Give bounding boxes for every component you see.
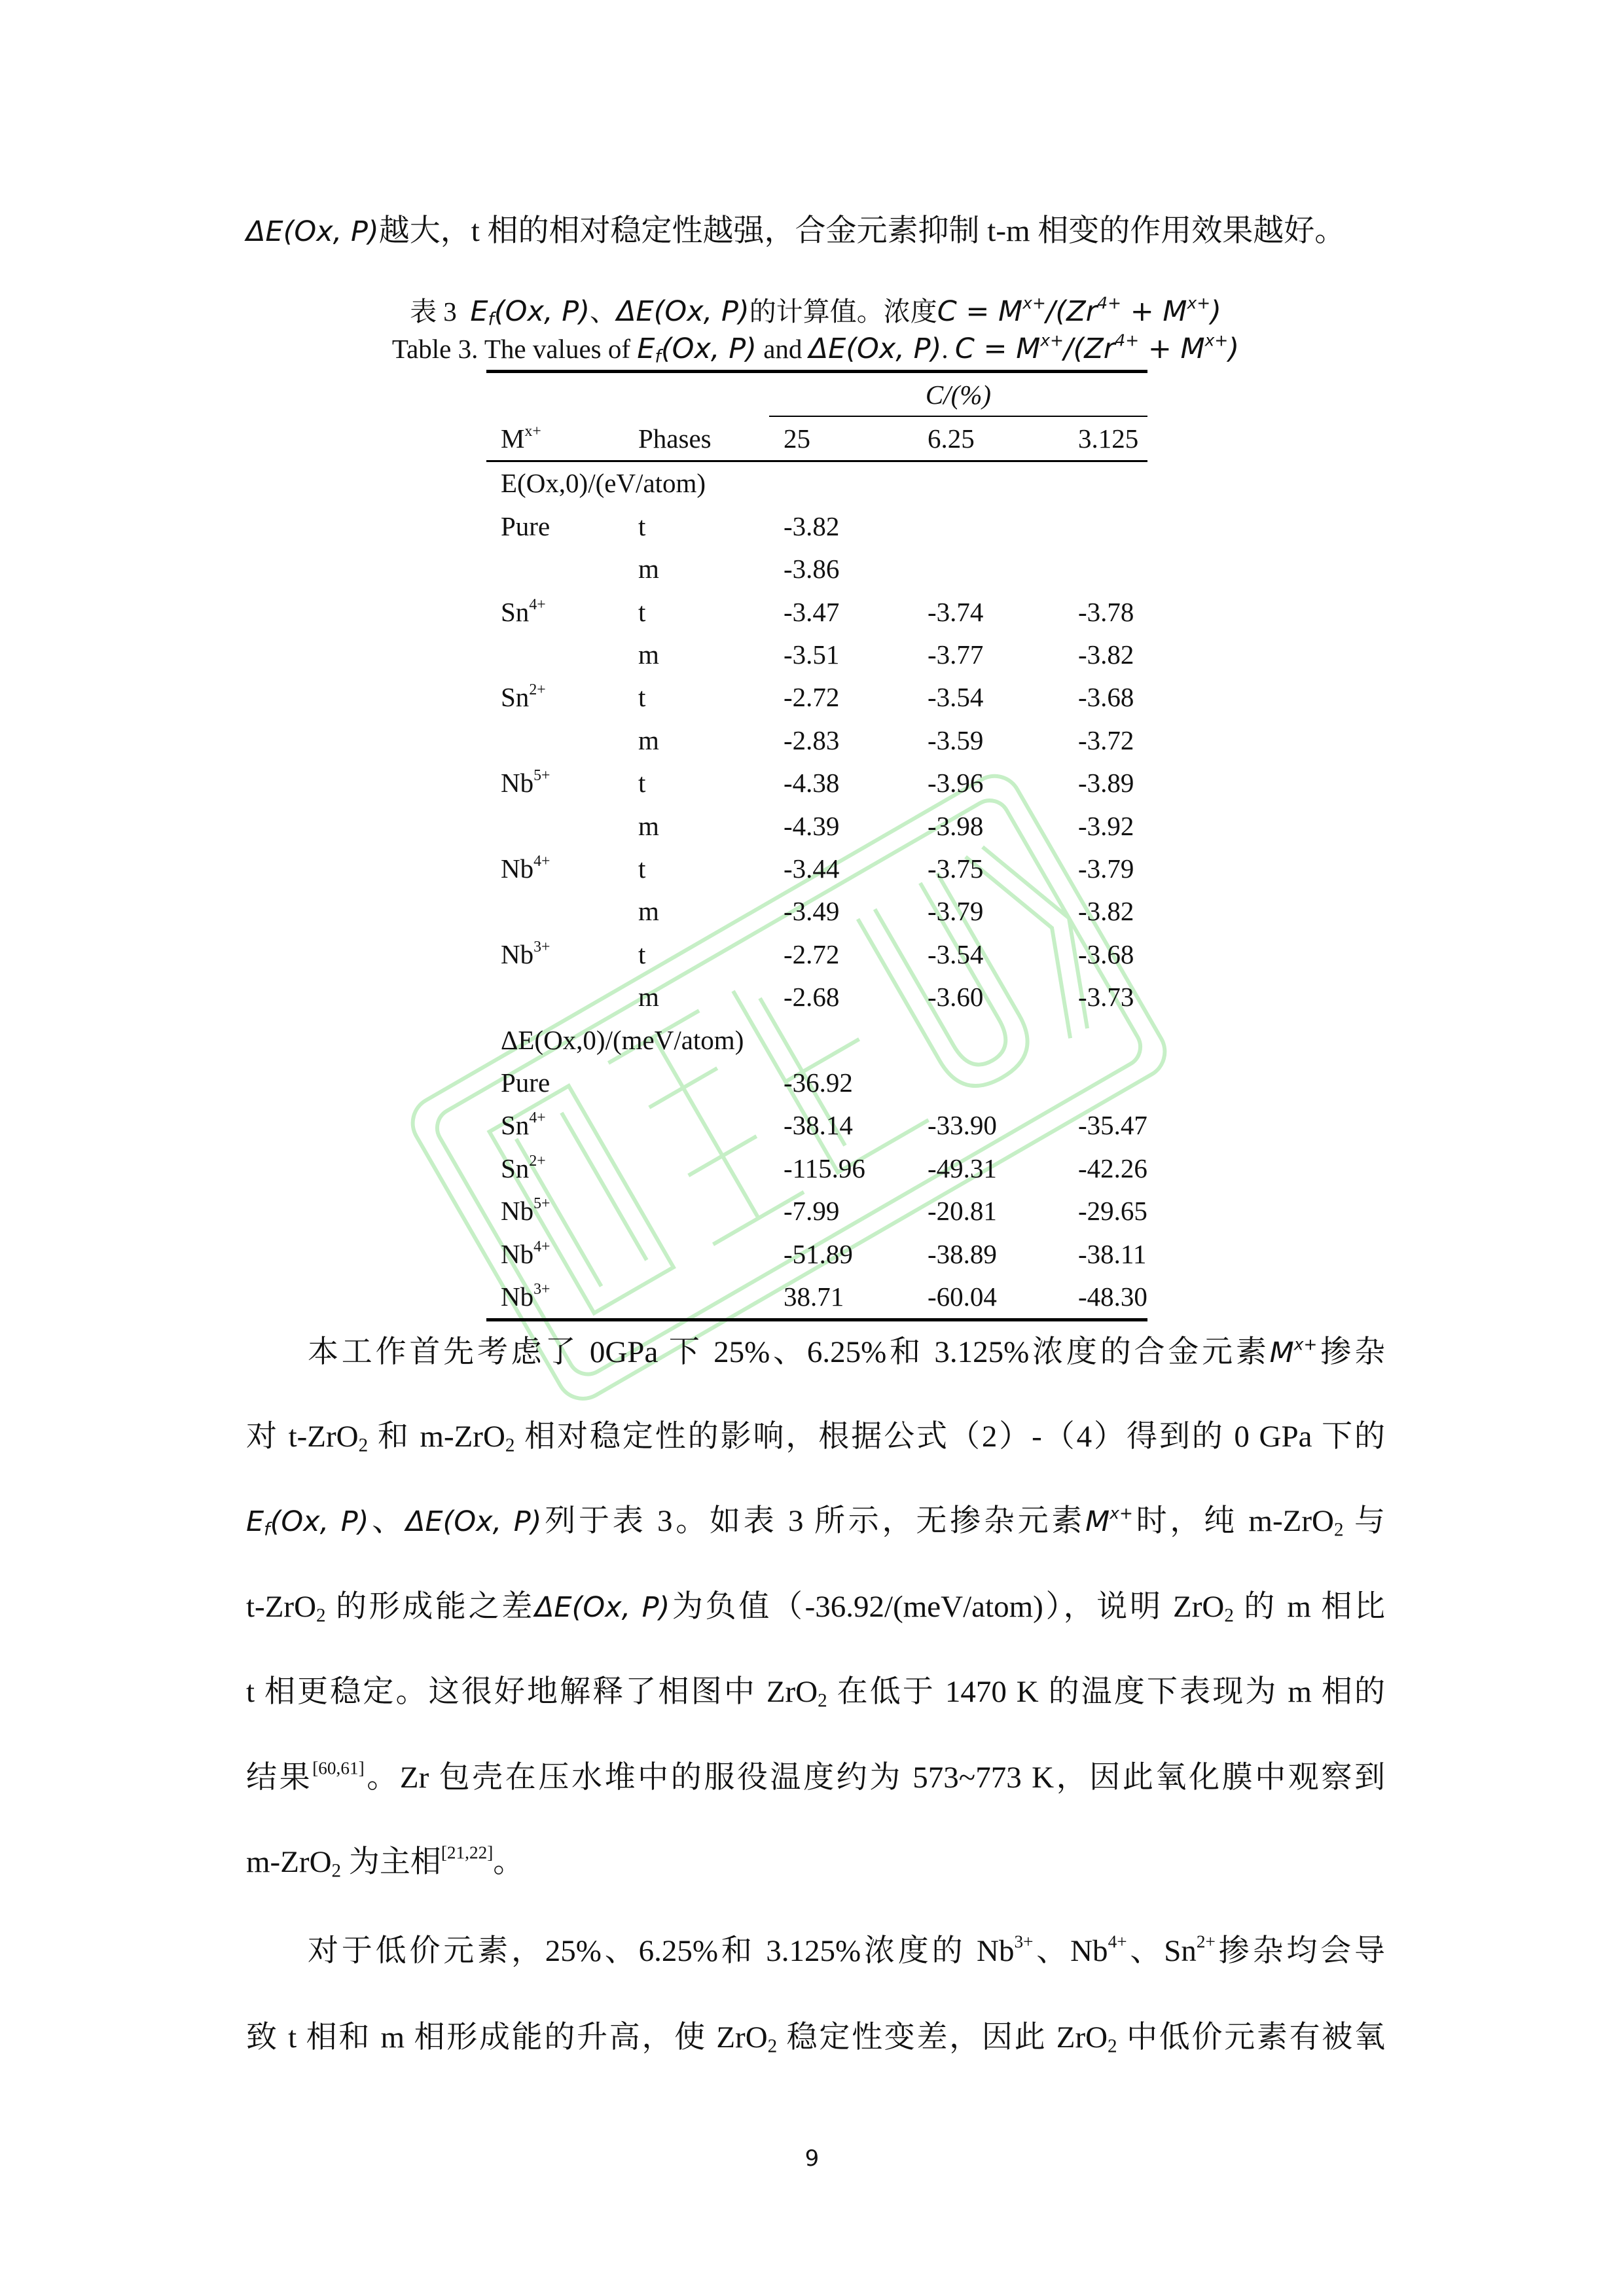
element-symbol: Sn: [501, 596, 530, 627]
value-cell-6-25: -60.04: [914, 1275, 1058, 1319]
phase-cell-empty: [638, 1104, 769, 1147]
concentration-header: C/(%): [769, 372, 1147, 417]
value-cell-6-25: -3.54: [928, 682, 984, 713]
phase-cell-empty: [638, 1232, 769, 1275]
caption-cn-formula: $C = M^{x+}/(Zr^{4+} + M^{x+})$: [937, 293, 1221, 328]
value-cell-3-125: [1058, 1061, 1147, 1103]
table-row: [486, 1189, 1147, 1232]
table-row: [486, 1061, 1147, 1103]
element-cell: [486, 1275, 638, 1319]
section-formation-energy: [486, 461, 1147, 505]
value-cell-3-125: -3.78: [1078, 596, 1134, 627]
phase-cell-empty: [638, 1275, 769, 1319]
table-row: [486, 762, 1147, 804]
element-valence: 5+: [533, 767, 550, 785]
value-cell-3-125: -3.89: [1078, 768, 1134, 798]
phase-cell: t: [638, 682, 646, 713]
element-cell: [486, 933, 638, 975]
para2-line2: 致 t 相和 m 相形成能的升高，使 ZrO$_2$ 稳定性变差，因此 ZrO$_2$ 中低价元素有被氧: [246, 2020, 1385, 2057]
phase-cell: t: [638, 511, 646, 541]
element-cell: [486, 505, 638, 547]
col-phases-header: Phases: [638, 416, 769, 461]
citation-21-22: [21,22]: [441, 1842, 494, 1863]
table-row: [486, 847, 1147, 889]
value-cell-3-125: [1058, 505, 1147, 547]
para1-line1: 本工作首先考虑了 0GPa 下 25%、6.25%和 3.125%浓度的合金元素$M^{x+}$掺杂: [308, 1335, 1386, 1369]
section-energy-difference-label: [486, 1018, 1147, 1061]
section-formation-energy-text: E(Ox,0)/(eV/atom): [501, 468, 706, 499]
value-cell-25: -115.96: [784, 1153, 865, 1183]
element-cell: [486, 1104, 638, 1147]
element-cell: [486, 890, 638, 933]
value-cell-3-125: -3.79: [1078, 853, 1134, 884]
section-energy-difference-text: ΔE(Ox,0)/(meV/atom): [501, 1024, 744, 1055]
para1-line4: t-ZrO$_2$ 的形成能之差ΔE(Ox, P)为负值（-36.92/(meV/atom)），说明 ZrO$_2$ 的 m 相比: [246, 1590, 1386, 1626]
element-symbol: Nb: [501, 853, 534, 884]
value-cell-25: -38.14: [784, 1110, 853, 1141]
phase-cell: t: [638, 596, 646, 627]
element-cell: [486, 804, 638, 847]
value-cell-3-125: -3.73: [1078, 982, 1134, 1013]
para1-line7: m-ZrO$_2$ 为主相[21,22]。: [246, 1842, 524, 1882]
page-number: 9: [804, 2145, 820, 2172]
value-cell-6-25: [914, 1061, 1058, 1103]
table-caption-en: [246, 332, 1385, 365]
value-cell-6-25: [914, 505, 1058, 547]
value-cell-6-25: -38.89: [928, 1238, 997, 1269]
value-cell-25: -3.49: [784, 896, 840, 927]
caption-en-dot: .: [941, 334, 955, 364]
element-cell: [486, 633, 638, 675]
value-cell-3-125: -35.47: [1078, 1110, 1147, 1141]
element-cell: [486, 1189, 638, 1232]
phase-cell-empty: [638, 1147, 769, 1189]
value-cell-3-125: -3.92: [1078, 810, 1134, 841]
table-row: [486, 1104, 1147, 1147]
para2-line1: 对于低价元素，25%、6.25%和 3.125%浓度的 $Nb^{3+}$、$Nb^{4+}$、$Sn^{2+}$掺杂均会导: [308, 1931, 1385, 1968]
value-cell-25: -3.86: [784, 554, 840, 584]
value-cell-6-25: -3.54: [928, 939, 984, 969]
table-row: [486, 1147, 1147, 1189]
value-cell-3-125: -3.68: [1078, 939, 1134, 969]
element-symbol: Pure: [501, 511, 550, 541]
table-row: [486, 548, 1147, 590]
phase-cell: m: [638, 982, 659, 1013]
element-cell: [486, 719, 638, 761]
table-row: [486, 1232, 1147, 1275]
element-symbol: Sn: [501, 1110, 530, 1141]
value-cell-6-25: -3.77: [928, 639, 984, 670]
element-cell: [486, 1061, 638, 1103]
table-row: [486, 804, 1147, 847]
value-cell-6-25: -3.98: [928, 810, 984, 841]
element-cell: [486, 548, 638, 590]
value-cell-3-125: -38.11: [1078, 1238, 1147, 1269]
value-cell-6-25: -3.59: [928, 725, 984, 755]
table-row: [486, 933, 1147, 975]
value-cell-6-25: -3.75: [928, 853, 984, 884]
table-header-row-1: [486, 372, 1147, 417]
element-cell: [486, 762, 638, 804]
value-cell-6-25: -3.96: [928, 768, 984, 798]
col-conc-3-125: 3.125: [1058, 416, 1147, 461]
value-cell-6-25: -49.31: [928, 1153, 997, 1183]
element-symbol: Nb: [501, 1281, 534, 1312]
element-valence: 2+: [529, 1152, 546, 1170]
value-cell-6-25: -20.81: [928, 1196, 997, 1227]
intro-text: 越大，t 相的相对稳定性越强，合金元素抑制 t-m 相变的作用效果越好。: [378, 214, 1346, 248]
value-cell-25: -4.38: [784, 768, 840, 798]
phase-cell: m: [638, 554, 659, 584]
value-cell-25: -3.44: [784, 853, 840, 884]
caption-cn-mid: 的计算值。浓度: [749, 296, 937, 327]
value-cell-25: 38.71: [769, 1275, 914, 1319]
table-row: [486, 1275, 1147, 1319]
table-row: [486, 975, 1147, 1018]
intro-line: [246, 216, 1385, 247]
section-energy-difference: [486, 1018, 1147, 1061]
value-cell-25: -51.89: [784, 1238, 853, 1269]
intro-math: ΔE(Ox, P): [246, 215, 379, 248]
value-cell-6-25: [914, 548, 1058, 590]
element-cell: [486, 847, 638, 889]
value-cell-25: -4.39: [784, 810, 840, 841]
results-table: [486, 370, 1147, 1321]
element-symbol: Nb: [501, 768, 534, 798]
value-cell-25: -2.72: [784, 939, 840, 969]
element-valence: 3+: [533, 938, 550, 956]
element-cell: [486, 1147, 638, 1189]
element-cell: [486, 676, 638, 719]
phase-cell: t: [638, 768, 646, 798]
caption-en-and: and: [756, 334, 809, 364]
para1-line2: 对 t-ZrO$_2$ 和 m-ZrO$_2$ 相对稳定性的影响，根据公式（2）-（4）得到的 0 GPa 下的: [246, 1420, 1386, 1456]
value-cell-25: -2.68: [784, 982, 840, 1013]
element-valence: 2+: [529, 681, 546, 699]
element-symbol: Sn: [501, 682, 530, 713]
section-formation-energy-label: [486, 461, 1147, 505]
caption-en-delta: ΔE(Ox, P): [808, 332, 942, 365]
phase-cell-empty: [638, 1189, 769, 1232]
value-cell-6-25: -33.90: [928, 1110, 997, 1141]
value-cell-6-25: -3.79: [928, 896, 984, 927]
table-row: [486, 719, 1147, 761]
col-mx-header: $M^{x+}$: [486, 416, 638, 461]
phase-cell: m: [638, 639, 659, 670]
element-symbol: Nb: [501, 1196, 534, 1227]
table-row: [486, 890, 1147, 933]
element-valence: 4+: [533, 853, 550, 870]
element-symbol: Pure: [501, 1067, 550, 1098]
element-cell: [486, 1232, 638, 1275]
element-cell: [486, 975, 638, 1018]
element-symbol: Sn: [501, 1153, 530, 1183]
value-cell-25: -2.83: [784, 725, 840, 755]
table-caption-cn: [246, 290, 1385, 329]
value-cell-3-125: -3.68: [1078, 682, 1134, 713]
value-cell-3-125: [1058, 548, 1147, 590]
citation-60-61: [60,61]: [312, 1758, 365, 1778]
element-valence: 4+: [533, 1238, 550, 1255]
caption-cn-sep: 、: [590, 296, 617, 327]
caption-en-formula: $C = M^{x+}/(Zr^{4+} + M^{x+})$: [954, 331, 1240, 365]
phase-cell: m: [638, 725, 659, 755]
table-row: [486, 505, 1147, 547]
caption-cn-delta: ΔE(Ox, P): [617, 295, 749, 328]
value-cell-3-125: -3.72: [1078, 725, 1134, 755]
table-row: [486, 676, 1147, 719]
element-symbol: Nb: [501, 1238, 534, 1269]
table-body: [486, 461, 1147, 1319]
para1-line3: $E_f(Ox$, P)、ΔE(Ox, P)列于表 3。如表 3 所示，无掺杂元素$M^{x+}$时，纯 m-ZrO$_2$ 与: [246, 1503, 1386, 1541]
value-cell-6-25: -3.74: [928, 596, 984, 627]
phase-cell: m: [638, 810, 659, 841]
caption-cn-prefix: 表 3: [410, 296, 457, 327]
element-valence: 3+: [533, 1281, 550, 1299]
col-conc-6-25: 6.25: [914, 416, 1058, 461]
value-cell-3-125: -3.82: [1078, 639, 1134, 670]
caption-en-prefix: Table 3. The values of: [391, 334, 638, 364]
table-header-row-2: [486, 416, 1147, 461]
phase-cell: t: [638, 939, 646, 969]
value-cell-3-125: -3.82: [1078, 896, 1134, 927]
para1-line5: t 相更稳定。这很好地解释了相图中 ZrO$_2$ 在低于 1470 K 的温度下表现为 m 相的: [246, 1675, 1385, 1712]
table-row: [486, 590, 1147, 633]
value-cell-25: -36.92: [784, 1067, 853, 1098]
element-valence: 4+: [529, 596, 546, 613]
value-cell-3-125: -42.26: [1078, 1153, 1147, 1183]
element-cell: [486, 590, 638, 633]
para1-line6: 结果[60,61]。Zr 包壳在压水堆中的服役温度约为 573~773 K，因此氧化膜中观察到: [246, 1758, 1386, 1795]
phase-cell-empty: [638, 1061, 769, 1103]
element-valence: 4+: [529, 1109, 546, 1127]
value-cell-25: -3.47: [784, 596, 840, 627]
caption-cn-ef: $E_f(Ox$, P): [470, 295, 590, 330]
phase-cell: t: [638, 853, 646, 884]
value-cell-25: -3.82: [784, 511, 840, 541]
value-cell-6-25: -3.60: [928, 982, 984, 1013]
phase-cell: m: [638, 896, 659, 927]
col-conc-25: 25: [769, 416, 914, 461]
value-cell-25: -2.72: [784, 682, 840, 713]
value-cell-3-125: -48.30: [1058, 1275, 1147, 1319]
value-cell-25: -3.51: [784, 639, 840, 670]
value-cell-25: -7.99: [784, 1196, 840, 1227]
table-row: [486, 633, 1147, 675]
element-symbol: Nb: [501, 939, 534, 969]
value-cell-3-125: -29.65: [1078, 1196, 1147, 1227]
element-valence: 5+: [533, 1195, 550, 1213]
caption-en-ef: $E_f(Ox$, P): [637, 332, 757, 367]
